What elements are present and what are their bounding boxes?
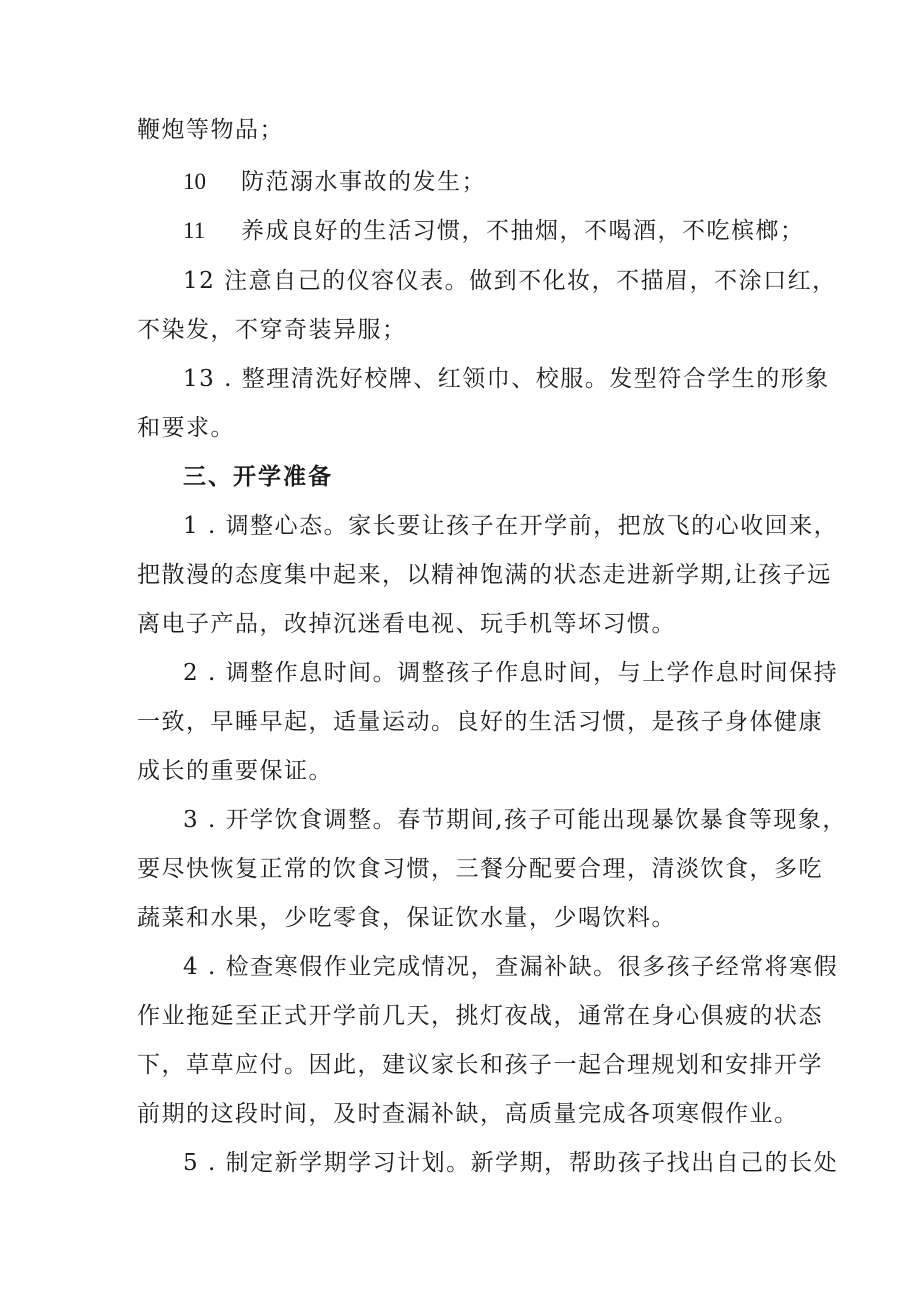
paragraph-line: 2 . 调整作息时间。调整孩子作息时间，与上学作息时间保持 <box>183 660 839 686</box>
paragraph-line: 成长的重要保证。 <box>137 758 333 784</box>
paragraph-line: 12 注意自己的仪容仪表。做到不化妆，不描眉，不涂口红， <box>183 268 837 294</box>
item-number: 10 <box>183 169 206 194</box>
paragraph-line: 离电子产品，改掉沉迷看电视、玩手机等坏习惯。 <box>137 611 676 637</box>
paragraph-line: 蔬菜和水果，少吃零食，保证饮水量，少喝饮料。 <box>137 905 676 931</box>
list-item-11 <box>183 216 805 246</box>
paragraph-line: 前期的这段时间，及时查漏补缺，高质量完成各项寒假作业。 <box>137 1101 799 1127</box>
paragraph-line: 下，草草应付。因此，建议家长和孩子一起合理规划和安排开学 <box>137 1052 823 1078</box>
paragraph-line: 要尽快恢复正常的饮食习惯，三餐分配要合理，清淡饮食，多吃 <box>137 856 823 882</box>
paragraph-line: 13 . 整理清洗好校牌、红领巾、校服。发型符合学生的形象 <box>183 366 830 392</box>
paragraph-line: 作业拖延至正式开学前几天，挑灯夜战，通常在身心俱疲的状态 <box>137 1003 823 1029</box>
paragraph-line: 4 . 检查寒假作业完成情况，查漏补缺。很多孩子经常将寒假 <box>183 954 839 980</box>
paragraph-line: 一致，早睡早起，适量运动。良好的生活习惯，是孩子身体健康 <box>137 709 823 735</box>
paragraph-line: 不染发，不穿奇装异服； <box>137 317 407 343</box>
item-text: 防范溺水事故的发生； <box>241 169 486 195</box>
paragraph-line: 和要求。 <box>137 415 235 441</box>
paragraph-line: 把散漫的态度集中起来，以精神饱满的状态走进新学期,让孩子远 <box>137 562 832 588</box>
paragraph-line: 1 . 调整心态。家长要让孩子在开学前，把放飞的心收回来， <box>183 513 839 539</box>
item-number: 11 <box>183 218 206 243</box>
section-heading: 三、开学准备 <box>183 464 333 490</box>
paragraph-line: 3 . 开学饮食调整。春节期间,孩子可能出现暴饮暴食等现象， <box>183 807 847 833</box>
paragraph-line: 鞭炮等物品； <box>137 117 284 143</box>
paragraph-line: 5 . 制定新学期学习计划。新学期，帮助孩子找出自己的长处 <box>183 1150 839 1176</box>
item-text: 养成良好的生活习惯，不抽烟，不喝酒，不吃槟榔； <box>241 218 805 244</box>
list-item-10 <box>183 167 797 197</box>
